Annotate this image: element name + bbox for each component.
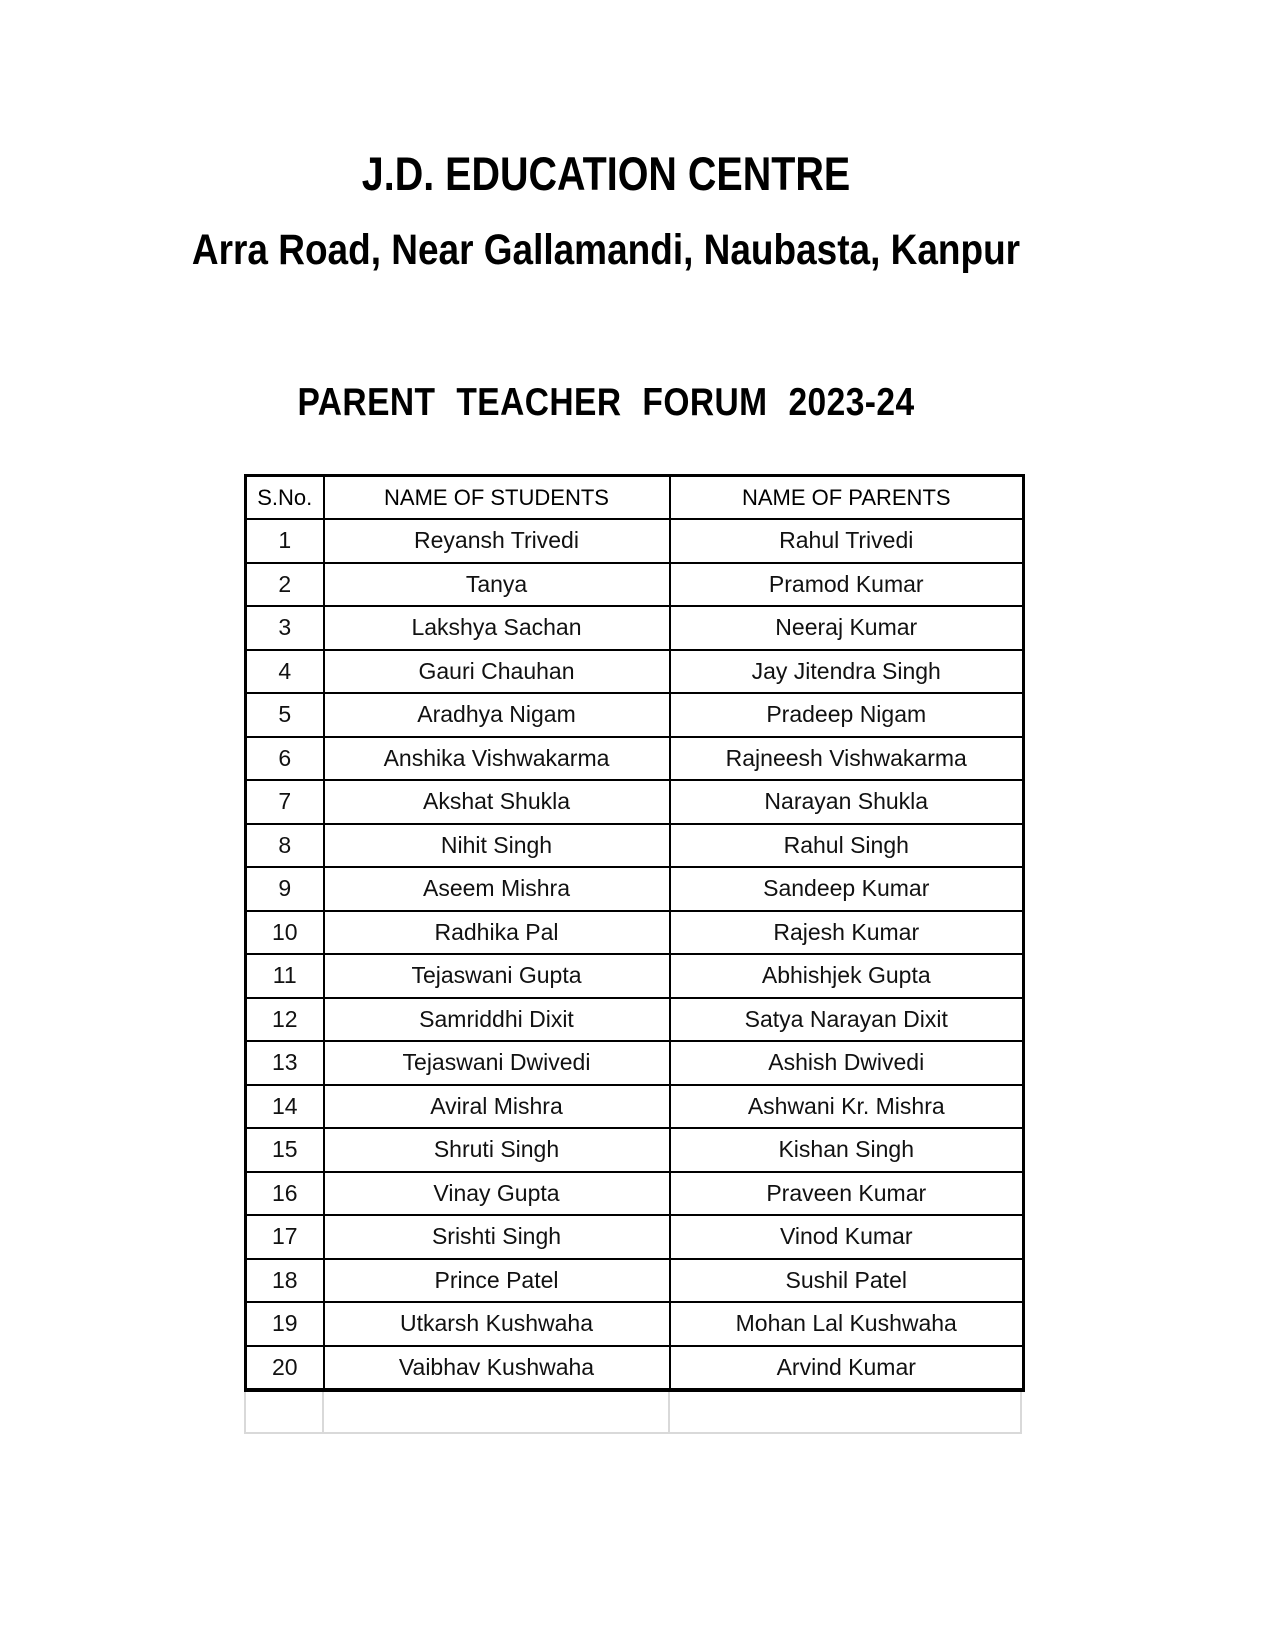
table-row <box>246 1085 1024 1129</box>
row-sno: 20 <box>246 1346 324 1391</box>
row-sno: 14 <box>246 1085 324 1129</box>
row-parent-name: Narayan Shukla <box>670 780 1024 824</box>
table-row <box>246 1215 1024 1259</box>
row-sno: 16 <box>246 1172 324 1216</box>
row-student-name: Utkarsh Kushwaha <box>324 1302 670 1346</box>
row-student-name: Tejaswani Dwivedi <box>324 1041 670 1085</box>
row-student-name: Samriddhi Dixit <box>324 998 670 1042</box>
row-sno: 5 <box>246 693 324 737</box>
row-parent-name: Pramod Kumar <box>670 563 1024 607</box>
row-student-name: Lakshya Sachan <box>324 606 670 650</box>
row-parent-name: Sandeep Kumar <box>670 867 1024 911</box>
row-parent-name: Ashwani Kr. Mishra <box>670 1085 1024 1129</box>
school-name-heading: J.D. EDUCATION CENTRE <box>361 147 851 200</box>
row-parent-name: Praveen Kumar <box>670 1172 1024 1216</box>
row-sno: 6 <box>246 737 324 781</box>
row-student-name: Aseem Mishra <box>324 867 670 911</box>
table-row <box>246 911 1024 955</box>
row-parent-name: Ashish Dwivedi <box>670 1041 1024 1085</box>
parent-teacher-table-wrap <box>244 474 1022 1434</box>
table-row <box>246 650 1024 694</box>
row-parent-name: Pradeep Nigam <box>670 693 1024 737</box>
row-sno: 9 <box>246 867 324 911</box>
row-parent-name: Arvind Kumar <box>670 1346 1024 1391</box>
row-student-name: Shruti Singh <box>324 1128 670 1172</box>
row-student-name: Vinay Gupta <box>324 1172 670 1216</box>
row-student-name: Anshika Vishwakarma <box>324 737 670 781</box>
table-row <box>246 563 1024 607</box>
row-sno: 12 <box>246 998 324 1042</box>
row-student-name: Nihit Singh <box>324 824 670 868</box>
gridline-col2 <box>668 1392 670 1434</box>
col-header-student-name: NAME OF STUDENTS <box>324 476 670 520</box>
row-student-name: Prince Patel <box>324 1259 670 1303</box>
gridline-col1 <box>322 1392 324 1434</box>
table-row <box>246 954 1024 998</box>
table-row <box>246 867 1024 911</box>
table-row <box>246 998 1024 1042</box>
table-row <box>246 519 1024 563</box>
row-parent-name: Satya Narayan Dixit <box>670 998 1024 1042</box>
row-sno: 13 <box>246 1041 324 1085</box>
table-row <box>246 780 1024 824</box>
row-sno: 3 <box>246 606 324 650</box>
row-parent-name: Rajesh Kumar <box>670 911 1024 955</box>
document-title: PARENT TEACHER FORUM 2023-24 <box>297 381 915 424</box>
row-sno: 7 <box>246 780 324 824</box>
row-parent-name: Abhishjek Gupta <box>670 954 1024 998</box>
gridline-right <box>1020 1392 1022 1434</box>
row-sno: 18 <box>246 1259 324 1303</box>
row-sno: 19 <box>246 1302 324 1346</box>
row-parent-name: Jay Jitendra Singh <box>670 650 1024 694</box>
table-row <box>246 1041 1024 1085</box>
row-parent-name: Rahul Singh <box>670 824 1024 868</box>
row-sno: 11 <box>246 954 324 998</box>
table-row <box>246 1128 1024 1172</box>
row-sno: 4 <box>246 650 324 694</box>
row-student-name: Akshat Shukla <box>324 780 670 824</box>
empty-spreadsheet-row <box>244 1392 1022 1434</box>
table-row <box>246 693 1024 737</box>
table-row <box>246 1172 1024 1216</box>
gridline-left <box>244 1392 246 1434</box>
row-parent-name: Sushil Patel <box>670 1259 1024 1303</box>
row-sno: 10 <box>246 911 324 955</box>
row-student-name: Reyansh Trivedi <box>324 519 670 563</box>
row-sno: 8 <box>246 824 324 868</box>
table-row <box>246 1302 1024 1346</box>
parent-teacher-table <box>244 474 1025 1392</box>
row-student-name: Gauri Chauhan <box>324 650 670 694</box>
row-parent-name: Mohan Lal Kushwaha <box>670 1302 1024 1346</box>
table-row <box>246 824 1024 868</box>
row-sno: 2 <box>246 563 324 607</box>
row-student-name: Aviral Mishra <box>324 1085 670 1129</box>
row-parent-name: Rahul Trivedi <box>670 519 1024 563</box>
row-student-name: Srishti Singh <box>324 1215 670 1259</box>
table-row <box>246 1259 1024 1303</box>
row-parent-name: Neeraj Kumar <box>670 606 1024 650</box>
table-row <box>246 1346 1024 1391</box>
row-parent-name: Vinod Kumar <box>670 1215 1024 1259</box>
school-address: Arra Road, Near Gallamandi, Naubasta, Kanpur <box>191 226 1021 274</box>
col-header-sno: S.No. <box>246 476 324 520</box>
row-student-name: Tejaswani Gupta <box>324 954 670 998</box>
table-row <box>246 737 1024 781</box>
row-sno: 15 <box>246 1128 324 1172</box>
col-header-parent-name: NAME OF PARENTS <box>670 476 1024 520</box>
row-student-name: Vaibhav Kushwaha <box>324 1346 670 1391</box>
table-header-row <box>246 476 1024 520</box>
gridline-bottom <box>244 1432 1022 1434</box>
row-parent-name: Kishan Singh <box>670 1128 1024 1172</box>
row-student-name: Aradhya Nigam <box>324 693 670 737</box>
table-row <box>246 606 1024 650</box>
row-student-name: Tanya <box>324 563 670 607</box>
row-sno: 1 <box>246 519 324 563</box>
row-sno: 17 <box>246 1215 324 1259</box>
row-student-name: Radhika Pal <box>324 911 670 955</box>
row-parent-name: Rajneesh Vishwakarma <box>670 737 1024 781</box>
